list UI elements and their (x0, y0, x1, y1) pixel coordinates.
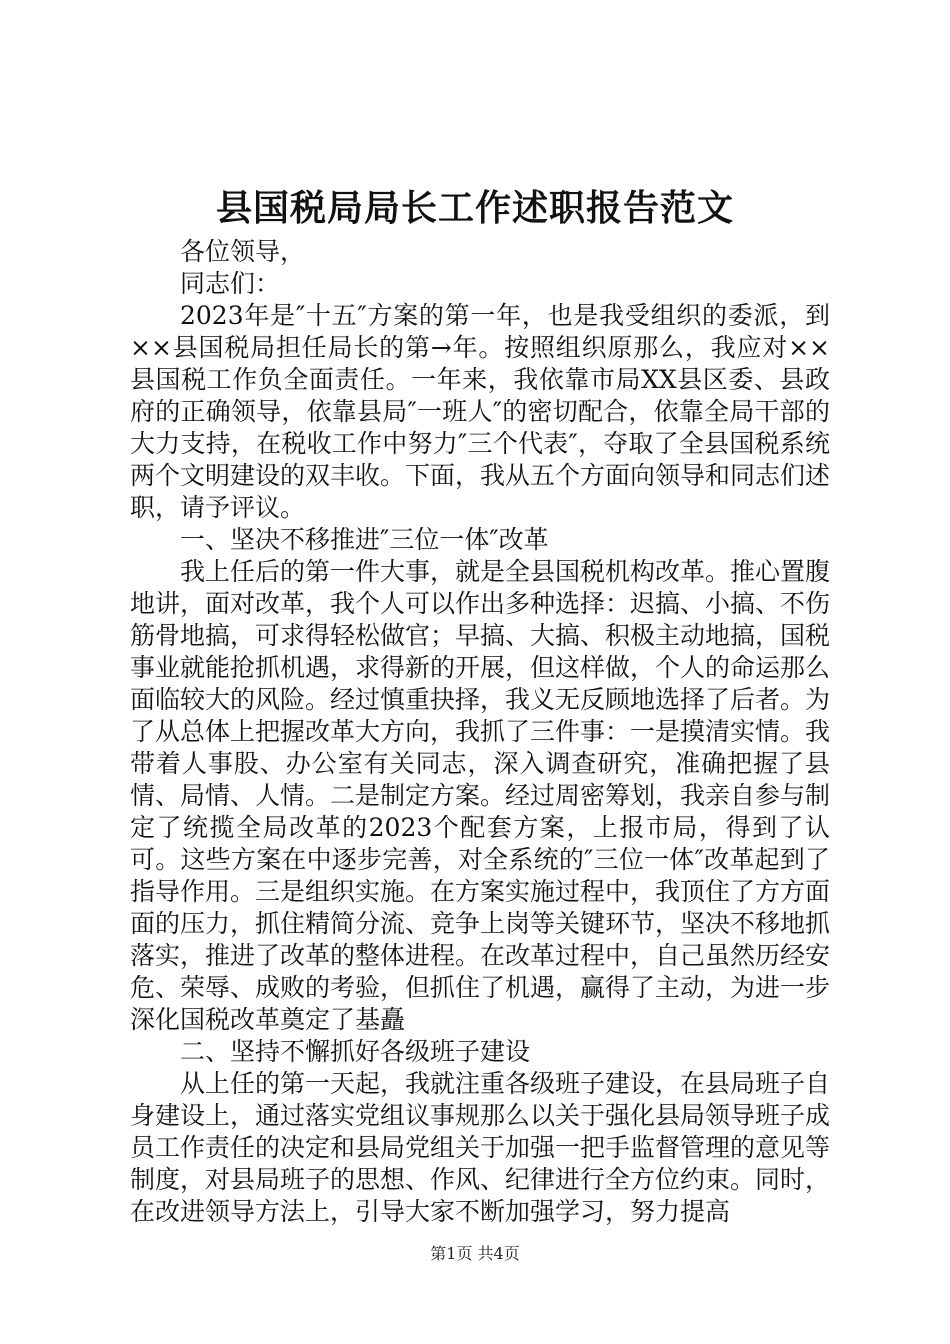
document-title: 县国税局局长工作述职报告范文 (215, 187, 734, 229)
salutation-comrades: 同志们： (180, 269, 281, 298)
document-body (130, 236, 830, 1228)
section-1-paragraph: 我上任后的第一件大事，就是全县国税机构改革。推心置腹地讲，面对改革，我个人可以作出多种选择：迟搞、小搞、不伤筋骨地搞，可求得轻松做官；早搞、大搞、积极主动地搞，国税事业就能抢抓机遇，求得新的开展，但这样做，个人的命运那么面临较大的风险。经过慎重抉择，我义无反顾地选择了后者。为了从总体上把握改革大方向，我抓了三件事：一是摸清实情。我带着人事股、办公室有关同志，深入调查研究，准确把握了县情、局情、人情。二是制定方案。经过周密筹划，我亲自参与制定了统揽全局改革的2023个配套方案，上报市局，得到了认可。这些方案在中逐步完善，对全系统的″三位一体″改革起到了指导作用。三是组织实施。在方案实施过程中，我顶住了方方面面的压力，抓住精简分流、竞争上岗等关键环节，坚决不移地抓落实，推进了改革的整体进程。在改革过程中，自己虽然历经安危、荣辱、成败的考验，但抓住了机遇，赢得了主动，为进一步深化国税改革奠定了基矗 (130, 557, 831, 1034)
salutation-leaders: 各位领导， (180, 237, 306, 266)
section-heading-2: 二、坚持不懈抓好各级班子建设 (180, 1037, 531, 1066)
intro-paragraph: 2023年是″十五″方案的第一年，也是我受组织的委派，到××县国税局担任局长的第→年。按照组织原那么，我应对××县国税工作负全面责任。一年来，我依靠市局XX县区委、县政府的正确领导，依靠县局″一班人″的密切配合，依靠全局干部的大力支持，在税收工作中努力″三个代表″，夺取了全县国税系统两个文明建设的双丰收。下面，我从五个方面向领导和同志们述职，请予评议。 (130, 301, 831, 522)
page-footer (0, 1243, 950, 1265)
page-indicator: 第1页 共4页 (430, 1244, 520, 1263)
section-2-paragraph: 从上任的第一天起，我就注重各级班子建设，在县局班子自身建设上，通过落实党组议事规那么以关于强化县局领导班子成员工作责任的决定和县局党组关于加强一把手监督管理的意见等制度，对县局班子的思想、作风、纪律进行全方位约束。同时，在改进领导方法上，引导大家不断加强学习，努力提高 (130, 1069, 831, 1226)
section-heading-1: 一、坚决不移推进″三位一体″改革 (180, 525, 549, 554)
